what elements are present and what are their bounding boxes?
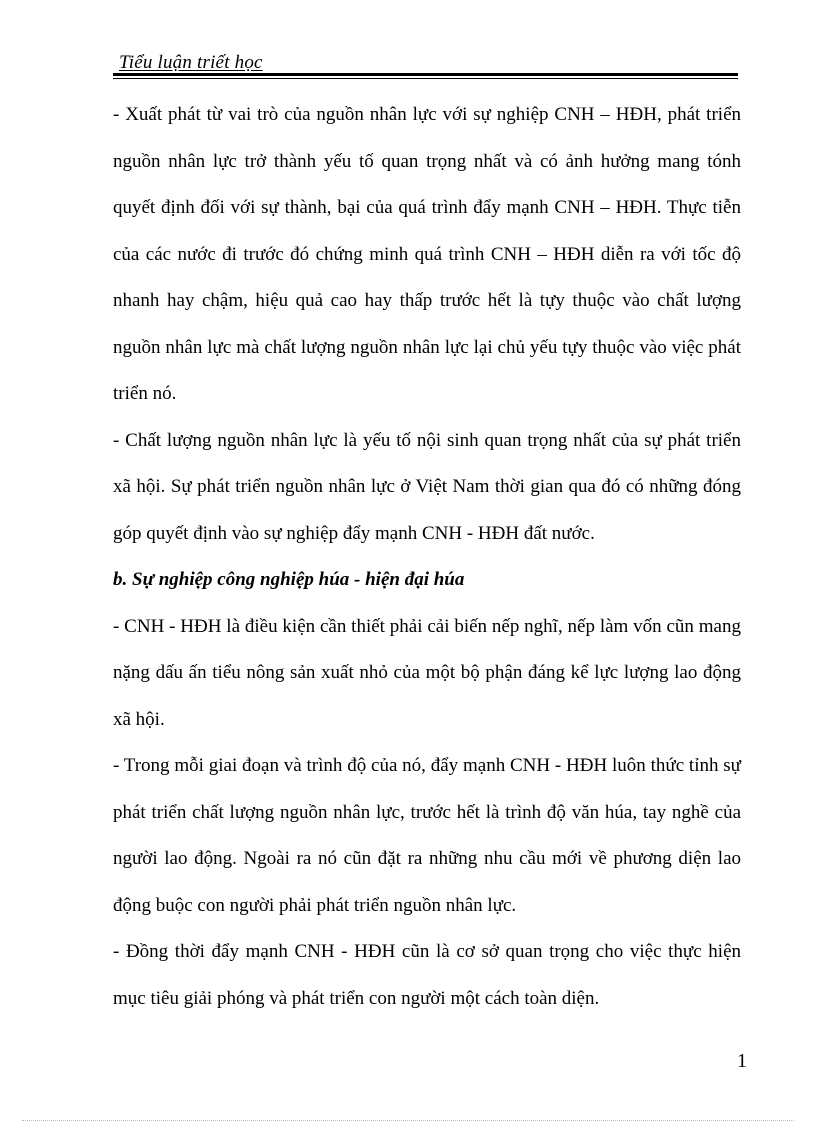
page-number: 1 bbox=[737, 1050, 747, 1072]
paragraph-quality-of-human-resources: - Chất lượng nguồn nhân lực là yếu tố nội sinh quan trọng nhất của sự phát triển xã hội. Sự phát triển nguồn nhân lực ở Việt Nam thời gian qua đó có những đóng góp quyết định vào sự nghiệp đẩy mạnh CNH - HĐH đất nước. bbox=[113, 429, 741, 544]
paragraph-human-liberation: - Đồng thời đẩy mạnh CNH - HĐH cũn là cơ sở quan trọng cho việc thực hiện mục tiêu giải phóng và phát triển con người một cách toàn diện. bbox=[113, 941, 741, 1009]
paragraph-role-of-human-resources: - Xuất phát từ vai trò của nguồn nhân lực với sự nghiệp CNH – HĐH, phát triển nguồn nhân lực trở thành yếu tố quan trọng nhất và có ảnh hưởng mang tónh quyết định đối với sự thành, bại của quá trình đẩy mạnh CNH – HĐH. Thực tiễn của các nước đi trước đó chứng minh quá trình CNH – HĐH diễn ra với tốc độ nhanh hay chậm, hiệu quả cao hay thấp trước hết là tựy thuộc vào chất lượng nguồn nhân lực mà chất lượng nguồn nhân lực lại chủ yếu tựy thuộc vào việc phát triển nó. bbox=[113, 104, 741, 404]
page-header bbox=[113, 50, 738, 79]
header-rule-thin bbox=[113, 78, 738, 79]
page-bottom-border bbox=[22, 1120, 794, 1121]
paragraph-each-stage: - Trong mỗi giai đoạn và trình độ của nó, đẩy mạnh CNH - HĐH luôn thức tỉnh sự phát triển chất lượng nguồn nhân lực, trước hết là trình độ văn húa, tay nghề của người lao động. Ngoài ra nó cũn đặt ra những nhu cầu mới về phương diện lao động buộc con người phải phát triển nguồn nhân lực. bbox=[113, 755, 741, 916]
document-body bbox=[113, 92, 741, 1022]
section-heading: b. Sự nghiệp công nghiệp húa - hiện đại húa bbox=[113, 569, 465, 590]
paragraph-change-thinking: - CNH - HĐH là điều kiện cần thiết phải cải biến nếp nghĩ, nếp làm vốn cũn mang nặng dấu ấn tiểu nông sản xuất nhỏ của một bộ phận đáng kể lực lượng lao động xã hội. bbox=[113, 615, 741, 730]
header-title: Tiểu luận triết học bbox=[119, 52, 263, 73]
